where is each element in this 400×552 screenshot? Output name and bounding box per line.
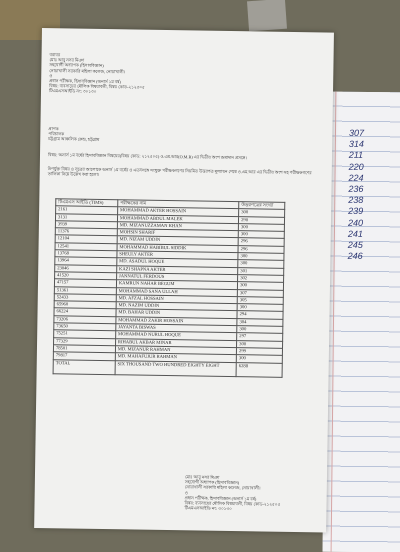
tims-id-cell: 75251: [54, 330, 116, 338]
to-label: বরাবর: [49, 52, 61, 58]
signature-line: নোয়াখালী সরকারি মহিলা কলেজ, নোয়াখালী।: [184, 484, 261, 491]
script-count-cell: 300: [236, 355, 282, 363]
script-count-cell: 307: [237, 289, 283, 297]
tape-strip: [247, 0, 287, 31]
handwritten-number: 240: [347, 217, 364, 228]
examiner-name-cell: MD. MIZANUZZAMAN KHAN: [117, 222, 238, 231]
script-count-cell: 300: [238, 260, 284, 268]
examiner-name-cell: MOHAMMAD HABIBUL SIDDIK: [117, 243, 238, 252]
tims-id-cell: 12104: [55, 235, 117, 243]
tims-id-cell: 11376: [55, 228, 117, 236]
script-count-cell: 300: [238, 224, 284, 232]
examiner-name-cell: MOHAMMAD ABDUL MALEK: [117, 214, 238, 223]
examiner-name-cell: JANNATUL FERDOUS: [116, 273, 237, 282]
script-count-cell: 300: [238, 253, 284, 261]
subject-label: বিষয়:: [47, 152, 58, 158]
script-count-cell: 290: [239, 216, 285, 224]
handwritten-notes: [348, 128, 364, 262]
examiner-table: [53, 198, 286, 377]
examiner-name-cell: MOHAMMAD NURUL HOQUE: [115, 331, 236, 340]
script-count-cell: 304: [237, 318, 283, 326]
handwritten-number: 239: [348, 206, 364, 217]
signature-line: মোঃ আবু নসর মিঞা: [184, 474, 220, 480]
recipient-line: বিষয়: ব্যবসায়ের মৌলিক বিষয়াবলী, বিষয় কোড-২১২৫০৫: [49, 83, 145, 90]
examiner-name-cell: MD. MIZANUR RAHMAN: [115, 346, 236, 355]
signature-line: বিষয়: ব্যবসায়ের মৌলিক বিষয়াবলী, বিষয় কোড-২১২৫০৫: [184, 500, 281, 507]
handwritten-number: 307: [348, 127, 365, 138]
script-count-cell: 305: [237, 296, 283, 304]
header-count: উত্তরপত্রের সংখ্যা: [239, 202, 285, 210]
examiner-name-cell: KAZI SHAPNA AKTER: [116, 265, 237, 274]
handwritten-number: 238: [348, 194, 364, 206]
script-count-cell: 300: [237, 326, 283, 334]
tims-id-cell: 79817: [53, 352, 115, 360]
tims-id-cell: 3939: [55, 221, 117, 229]
handwritten-number: 245: [347, 239, 363, 250]
tims-id-cell: 3131: [55, 213, 117, 221]
script-count-cell: 302: [238, 275, 284, 283]
header-tims: টিএমএস আইডি (TIMS): [56, 199, 118, 207]
examiner-name-cell: JAYANTA BISWAS: [116, 324, 237, 333]
script-count-cell: 296: [238, 238, 284, 246]
examiner-name-cell: MOHAMMAD ZAKIR HOSSAIN: [116, 316, 237, 325]
signature-line: ও: [184, 489, 188, 495]
lined-notebook-page: [323, 92, 400, 552]
examiner-name-cell: MD. NAZIM UDDIN: [116, 302, 237, 311]
tims-id-cell: 2161: [56, 206, 118, 214]
tims-id-cell: 66224: [54, 308, 116, 316]
total-row: [53, 359, 282, 377]
script-count-cell: 301: [238, 267, 284, 275]
intro-paragraph: উপর্যুক্ত বিষয় ও সূত্রের আলোকে অনার্স ১ম বর্ষের ও এতদসঙ্গে সংযুক্ত পরীক্ষকগণের নিয়মিত উত্তরপত্র মূল্যায়ন শেষে ও.এম.আর এর দ্বিতীয় অংশ সহ পরীক্ষকগণের তালিকা নিম্নে উল্লেখ করা হলো।: [47, 166, 312, 178]
handwritten-number: 220: [348, 161, 364, 172]
signature-block: [184, 474, 317, 512]
examiner-name-cell: MD. AFZAL HOSSAIN: [116, 295, 237, 304]
examiner-name-cell: MD. BAHAR UDDIN: [116, 309, 237, 318]
examiner-name-cell: MD. ASADUL HOQUE: [117, 258, 238, 267]
script-count-cell: 300: [238, 231, 284, 239]
cc-block: [48, 126, 318, 146]
recipient-lines: [49, 57, 320, 98]
tims-id-cell: 52433: [54, 294, 116, 302]
script-count-cell: 297: [237, 333, 283, 341]
handwritten-number: 224: [348, 172, 364, 183]
script-count-cell: 300: [239, 209, 285, 217]
tims-id-cell: 23046: [55, 264, 117, 272]
recipient-line: নোয়াখালী সরকারি মহিলা কলেজ, নোয়াখালী।: [49, 67, 126, 74]
handwritten-number: 241: [347, 228, 364, 239]
script-count-cell: 300: [238, 282, 284, 290]
tims-id-cell: 51361: [54, 286, 116, 294]
script-count-cell: 300: [237, 340, 283, 348]
letter-page: [34, 28, 334, 533]
subject-line: [48, 152, 318, 161]
tims-id-cell: 77329: [54, 337, 116, 345]
examiner-name-cell: MOHSIN SHARIF: [117, 229, 238, 238]
examiner-name-cell: RIHABUL AKBAR MINAR: [115, 338, 236, 347]
script-count-cell: 296: [238, 245, 284, 253]
examiner-name-cell: MOHAMMAD AKTER HOSSAIN: [117, 207, 238, 216]
tims-id-cell: 13768: [55, 250, 117, 258]
recipient-line: টিএমএসআইডি নং: ৩০১৩০: [48, 88, 97, 95]
subject-text: অনার্স ১ম বর্ষের হিসাববিজ্ঞান বিষয়ের(বিষয় কোড: ২১২৫০৫) ও.এম.আর(O.M.R) এর দ্বিতীয় অংশ জমাদান প্রসঙ্গে।: [58, 152, 247, 161]
tims-id-cell: 73206: [54, 315, 116, 323]
signature-line: টিএমএসআইডি নং: ৩০১৩০: [184, 505, 232, 512]
recipient-line: প্রধান পরীক্ষক, হিসাববিজ্ঞান (অনার্স ১ম বর্ষ): [49, 78, 121, 85]
total-label-cell: TOTAL: [53, 359, 115, 374]
examiner-name-cell: MOHAMMAD SANA ULLAH: [116, 287, 237, 296]
examiner-name-cell: SHEULY AKTER: [117, 251, 238, 260]
script-count-cell: 299: [236, 348, 282, 356]
tims-id-cell: 13964: [55, 257, 117, 265]
handwritten-number: 236: [348, 183, 364, 194]
tims-id-cell: 73650: [54, 323, 116, 331]
handwritten-number: 211: [348, 150, 364, 161]
handwritten-number: 246: [347, 250, 363, 262]
examiner-name-cell: MD. MAHAFUJUR RAHMAN: [115, 353, 236, 362]
total-words-cell: SIX THOUSAND TWO HUNDRED EIGHTY EIGHT: [115, 360, 236, 376]
examiner-name-cell: MD. NIZAM UDDIN: [117, 236, 238, 245]
cc-line: চট্টগ্রাম আঞ্চলিক কেন্দ্র, চট্টগ্রাম: [48, 136, 100, 143]
recipient-block: [49, 52, 320, 98]
cc-line: পরিচালক: [48, 131, 65, 137]
tims-id-cell: 78501: [53, 345, 115, 353]
script-count-cell: 300: [237, 304, 283, 312]
recipient-line: সহযোগী অধ্যাপক (হিসাববিজ্ঞান): [49, 62, 104, 69]
tims-id-cell: 47157: [54, 279, 116, 287]
examiner-name-cell: KAMRUN NAHAR BEGUM: [116, 280, 237, 289]
cc-label: প্রাপক: [48, 126, 59, 132]
recipient-line: ও: [49, 72, 53, 78]
script-count-cell: 294: [237, 311, 283, 319]
total-count-cell: 6288: [236, 362, 282, 377]
tims-id-cell: 41520: [55, 272, 117, 280]
signature-line: প্রধান পরীক্ষক, হিসাববিজ্ঞান (অনার্স ১ম বর্ষ): [184, 495, 257, 502]
tims-id-cell: 12541: [55, 243, 117, 251]
header-name: পরীক্ষকের নাম: [118, 200, 239, 209]
handwritten-number: 314: [348, 139, 364, 150]
tims-id-cell: 65960: [54, 301, 116, 309]
recipient-line: মোঃ আবু নসর মিঞা: [49, 57, 85, 63]
signature-line: সহযোগী অধ্যাপক (হিসাববিজ্ঞান): [184, 479, 240, 486]
